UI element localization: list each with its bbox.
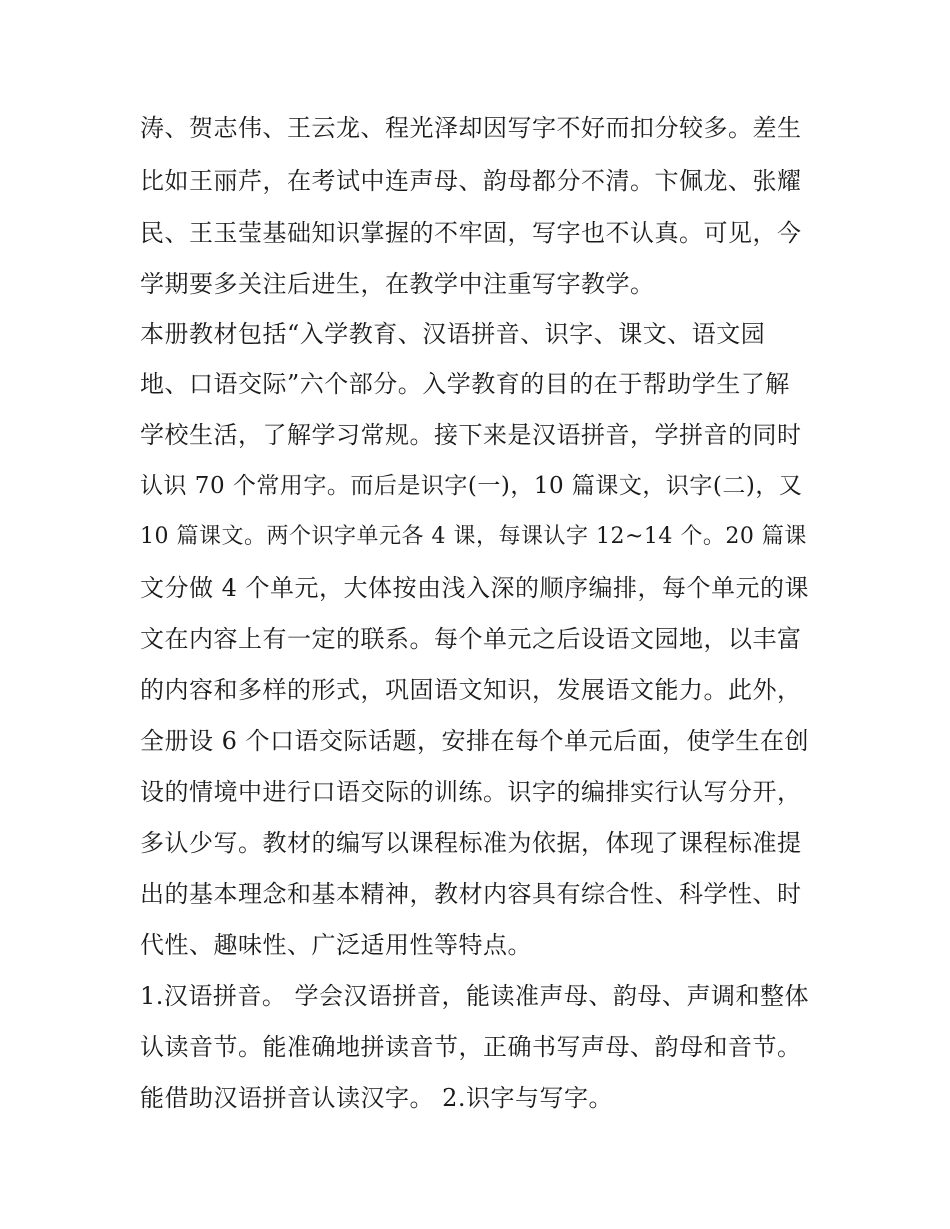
text-line: 代性、趣味性、广泛适用性等特点。	[140, 931, 532, 959]
text-line: 学校生活，了解学习常规。接下来是汉语拼音，学拼音的同时	[140, 421, 802, 449]
text-line: 认识 70 个常用字。而后是识字(一)，10 篇课文，识字(二)，又	[140, 473, 803, 499]
text-line: 的内容和多样的形式，巩固语文知识，发展语文能力。此外，	[140, 676, 802, 704]
text-line: 涛、贺志伟、王云龙、程光泽却因写字不好而扣分较多。差生	[140, 114, 802, 142]
text-line: 10 篇课文。两个识字单元各 4 课，每课认字 12~14 个。20 篇课	[140, 524, 807, 549]
text-line: 1.汉语拼音。 学会汉语拼音，能读准声母、韵母、声调和整体	[140, 982, 810, 1010]
text-line: 能借助汉语拼音认读汉字。 2.识字与写字。	[140, 1084, 614, 1112]
text-line: 全册设 6 个口语交际话题，安排在每个单元后面，使学生在创	[140, 727, 810, 755]
text-line: 出的基本理念和基本精神，教材内容具有综合性、科学性、时	[140, 880, 802, 908]
text-line: 民、王玉莹基础知识掌握的不牢固，写字也不认真。可见，今	[140, 219, 802, 247]
text-line: 认读音节。能准确地拼读音节，正确书写声母、韵母和音节。	[140, 1033, 802, 1061]
text-line: 文在内容上有一定的联系。每个单元之后设语文园地，以丰富	[140, 625, 802, 653]
text-line: 地、口语交际”六个部分。入学教育的目的在于帮助学生了解	[140, 370, 790, 398]
text-line: 多认少写。教材的编写以课程标准为依据，体现了课程标准提	[140, 829, 802, 857]
text-line: 本册教材包括“入学教育、汉语拼音、识字、课文、语文园	[140, 320, 766, 348]
text-line: 设的情境中进行口语交际的训练。识字的编排实行认写分开，	[140, 778, 802, 806]
text-line: 比如王丽芹，在考试中连声母、韵母都分不清。卞佩龙、张耀	[140, 167, 802, 195]
text-line: 学期要多关注后进生，在教学中注重写字教学。	[140, 270, 655, 298]
text-line: 文分做 4 个单元，大体按由浅入深的顺序编排，每个单元的课	[140, 574, 810, 602]
